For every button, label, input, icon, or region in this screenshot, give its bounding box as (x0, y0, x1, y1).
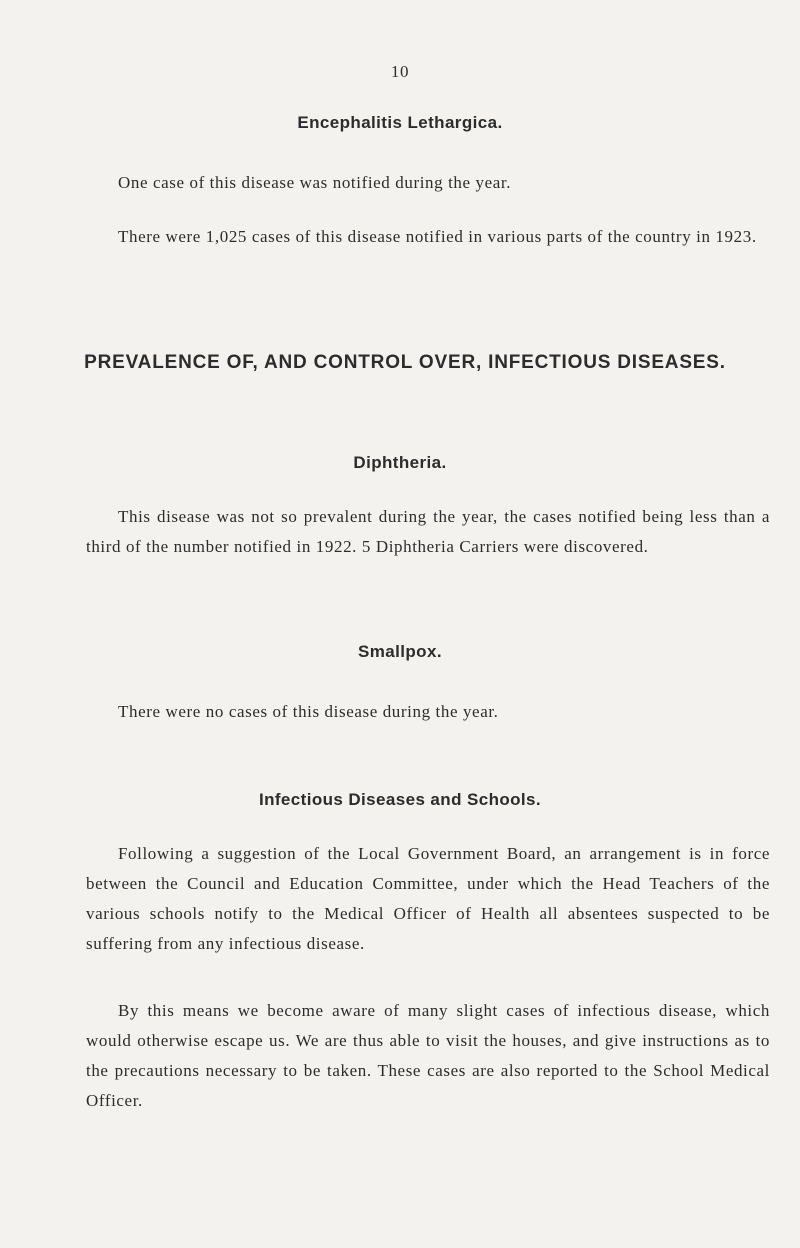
schools-paragraph-1: Following a suggestion of the Local Government Board, an arrangement is in force between the Council and Education Committee, under which the Head Teachers of the various schools notify to the Medical Officer of Health all absentees suspected to be suffering from any infectious disease. (86, 844, 770, 953)
page-number: 10 (390, 62, 410, 81)
schools-paragraph-2: By this means we become aware of many slight cases of infectious disease, which would otherwise escape us. We are thus able to visit the houses, and give instructions as to the precautions necessary to be taken. These cases are also reported to the School Medical Officer. (86, 1001, 770, 1110)
section-heading-diphtheria: Diphtheria. (353, 453, 447, 472)
diphtheria-paragraph-1: This disease was not so prevalent during the year, the cases notified being less than a third of the number notified in 1922. 5 Diphtheria Carriers were discovered. (86, 507, 770, 556)
smallpox-paragraph-1: There were no cases of this disease during the year. (118, 702, 499, 721)
section-heading-encephalitis: Encephalitis Lethargica. (297, 113, 503, 132)
encephalitis-paragraph-2: There were 1,025 cases of this disease notified in various parts of the country in 1923. (118, 227, 757, 246)
section-heading-schools: Infectious Diseases and Schools. (258, 790, 542, 809)
main-section-heading: PREVALENCE OF, AND CONTROL OVER, INFECTIOUS DISEASES. (84, 352, 726, 373)
section-heading-smallpox: Smallpox. (358, 642, 442, 661)
encephalitis-paragraph-1: One case of this disease was notified during the year. (118, 173, 512, 192)
